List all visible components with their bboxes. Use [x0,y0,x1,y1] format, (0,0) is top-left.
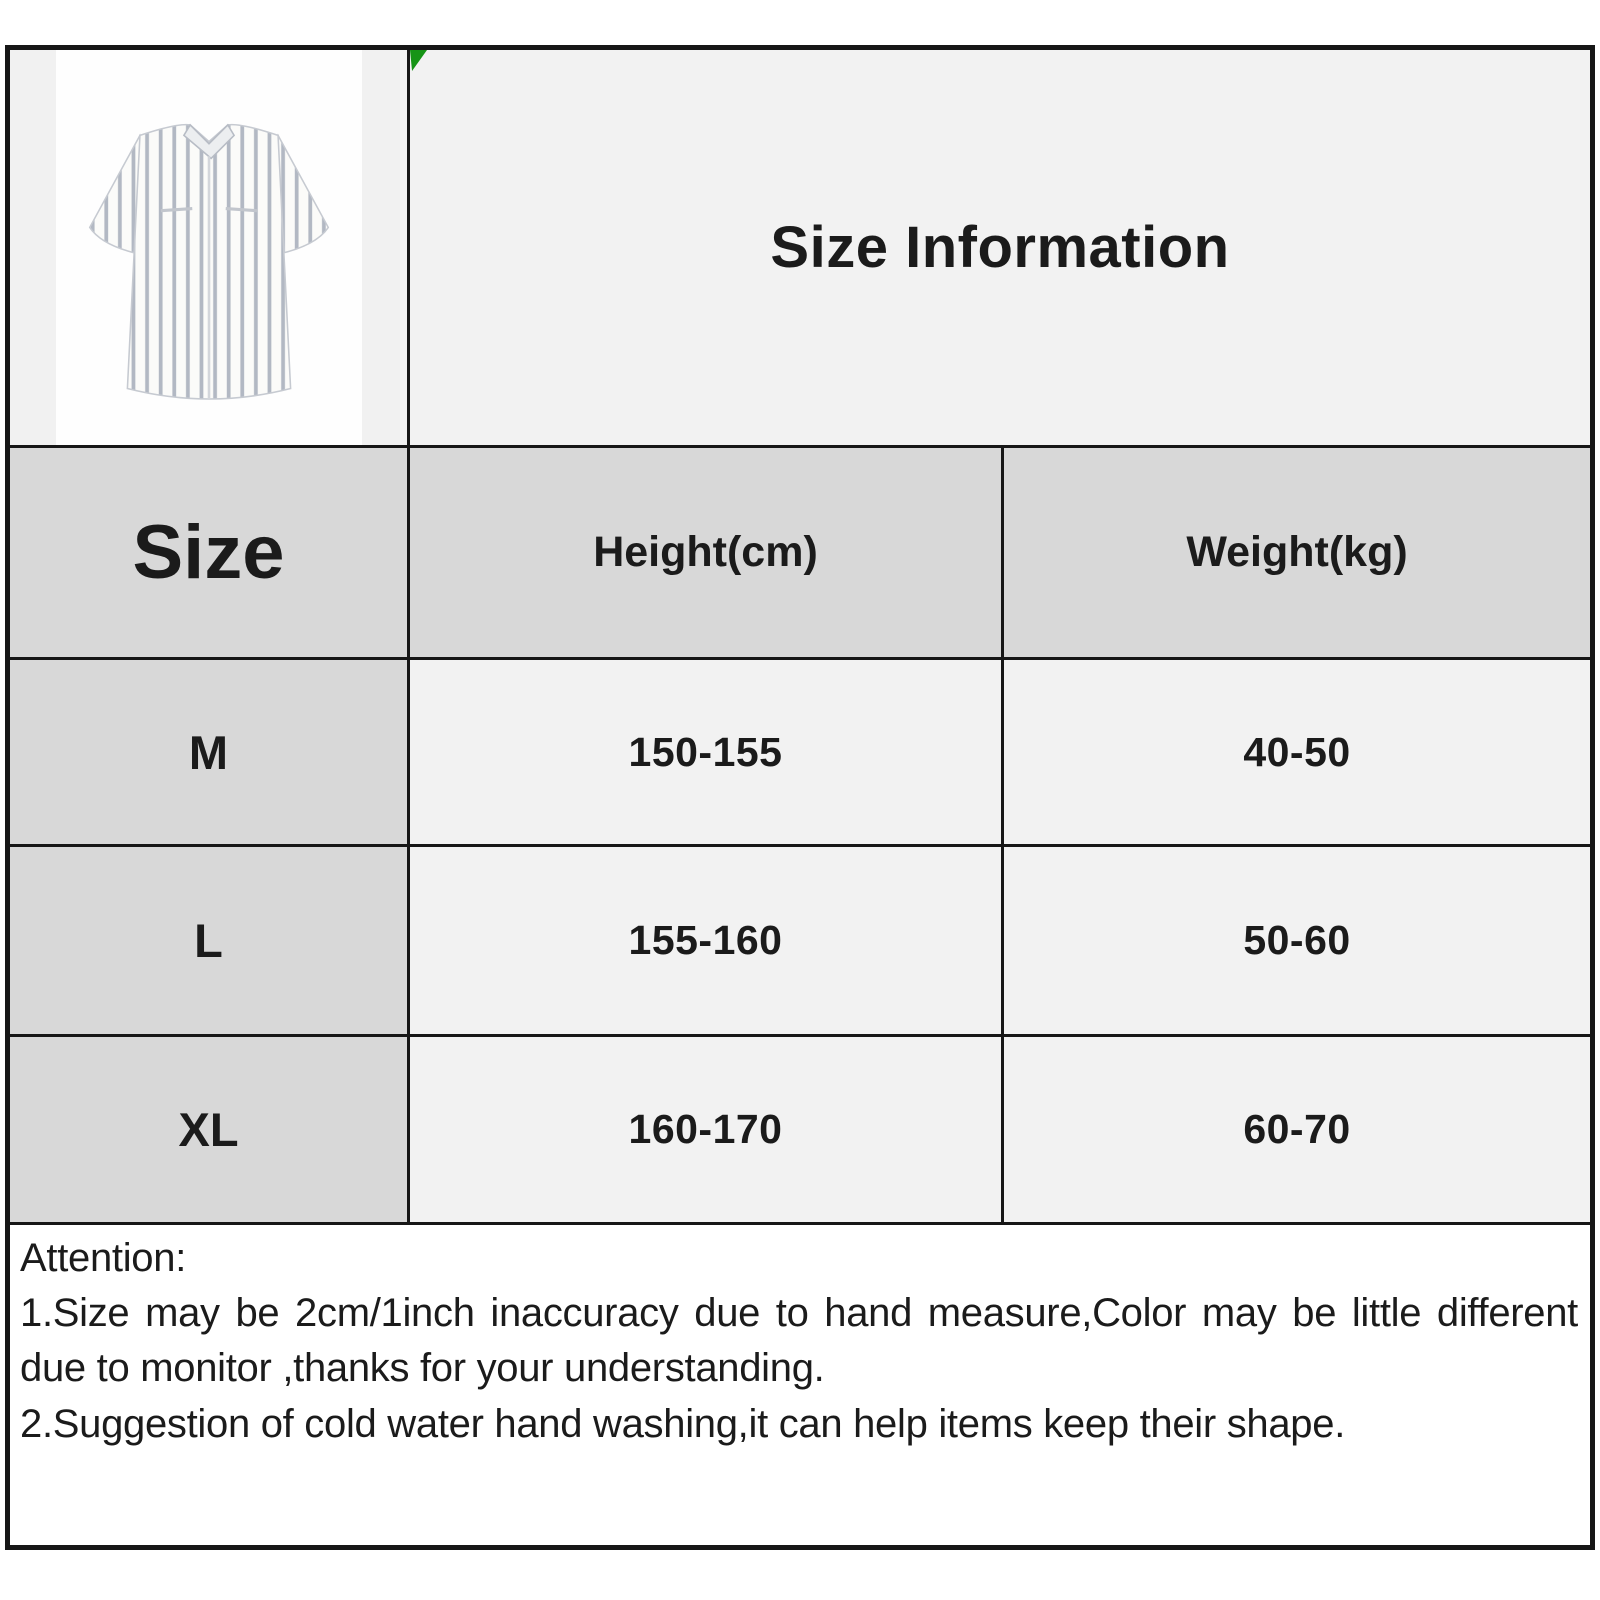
title-cell [410,50,1590,448]
row-l-size: L [10,847,410,1037]
product-image-cell [10,50,410,448]
page-title: Size Information [770,215,1230,280]
row-m-height: 150-155 [410,660,1004,847]
row-xl-size: XL [10,1037,410,1225]
row-xl-weight: 60-70 [1004,1037,1590,1225]
row-xl-height: 160-170 [410,1037,1004,1225]
row-m-size: M [10,660,410,847]
attention-heading: Attention: [20,1236,187,1280]
header-height: Height(cm) [410,448,1004,660]
header-size: Size [10,448,410,660]
attention-section [10,1225,1590,1545]
size-chart-table [5,45,1595,1550]
row-l-weight: 50-60 [1004,847,1590,1037]
product-photo [56,50,362,445]
header-weight: Weight(kg) [1004,448,1590,660]
attention-note-1: 1.Size may be 2cm/1inch inaccuracy due to hand measure,Color may be little different due to monitor ,thanks for your understanding. [20,1291,1578,1391]
striped-shirt-image [73,108,345,418]
attention-note-2: 2.Suggestion of cold water hand washing,it can help items keep their shape. [20,1401,1346,1446]
row-l-height: 155-160 [410,847,1004,1037]
green-corner-flag-icon [410,50,427,71]
row-m-weight: 40-50 [1004,660,1590,847]
